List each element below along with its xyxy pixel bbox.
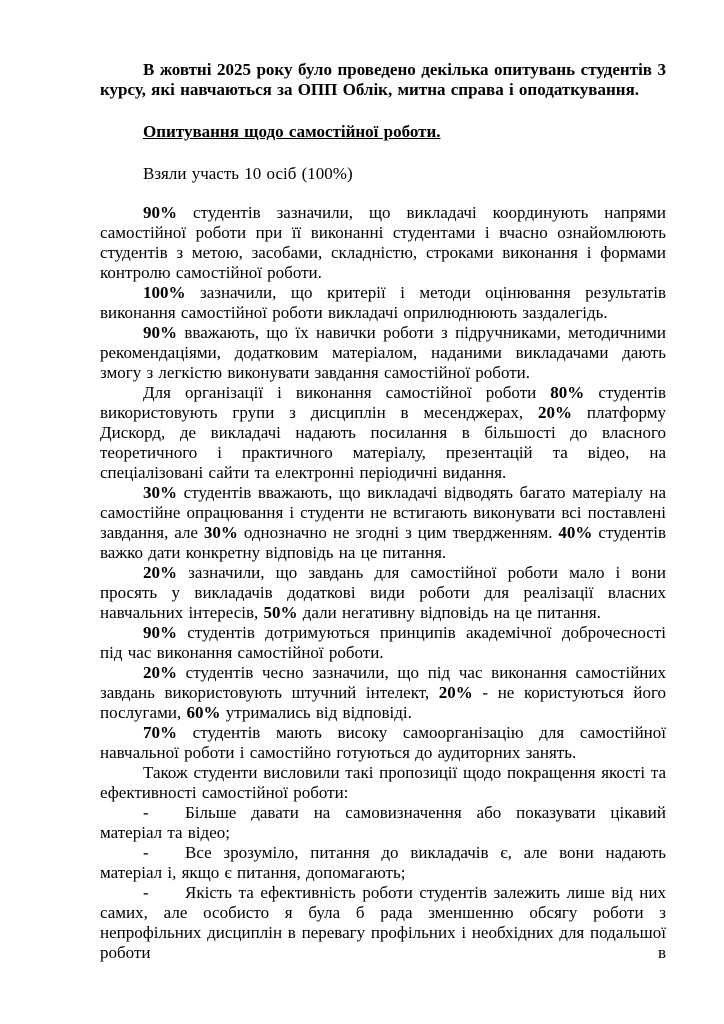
stat-percentage: 30% xyxy=(203,523,238,542)
stat-percentage: 30% xyxy=(143,483,177,502)
para-integrity-90 xyxy=(100,623,666,663)
para-messengers-80-20 xyxy=(100,383,666,483)
text-run: Для організації і виконання самостійної роботи xyxy=(143,383,551,402)
stat-percentage: 50% xyxy=(263,603,298,622)
stat-percentage: 40% xyxy=(558,523,593,542)
text-run: студентів використовують групи з дисциплін в месенджерах, xyxy=(100,383,666,422)
text-run: Більше давати на самовизначення або показувати цікавий матеріал та відео; xyxy=(100,803,666,842)
stat-percentage: 90% xyxy=(143,623,177,642)
text-run: однозначно не згодні з цим твердженням. xyxy=(237,523,559,542)
text-run: студентів дотримуються принципів академічної доброчесності під час виконання самостійної роботи. xyxy=(100,623,666,662)
bullet-proposal-3 xyxy=(100,883,666,963)
stat-percentage: Опитування щодо самостійної роботи. xyxy=(143,122,441,141)
text-run: вважають, що їх навички роботи з підручниками, методичними рекомендаціями, додатковим матеріалом, наданими викладачами дають змогу з легкістю виконувати завдання самостійної роботи. xyxy=(100,323,666,382)
stat-percentage: 20% xyxy=(143,663,177,682)
text-run: студентів важко дати конкретну відповідь на це питання. xyxy=(100,523,666,562)
stat-percentage: 100% xyxy=(143,283,186,302)
text-run: утримались від відповіді. xyxy=(220,703,412,722)
stat-percentage: 90% xyxy=(143,323,177,342)
text-run: - не користуються його послугами, xyxy=(100,683,666,722)
text-run: студентів чесно зазначили, що під час виконання самостійних завдань використовують штучний інтелект, xyxy=(100,663,666,702)
para-proposals-intro xyxy=(100,763,666,803)
text-run: зазначили, що завдань для самостійної роботи мало і вони просять у викладачів додаткові види роботи для реалізації власних навчальних інтересів, xyxy=(100,563,666,622)
stat-percentage: 70% xyxy=(143,723,177,742)
para-self-organization-70 xyxy=(100,723,666,763)
bullet-proposal-1 xyxy=(100,803,666,843)
bullet-dash: - xyxy=(143,803,149,822)
para-coordination-90 xyxy=(100,203,666,283)
stat-percentage: В жовтні 2025 року було проведено декілька опитувань студентів 3 курсу, які навчаються за ОПП Облік, митна справа і оподаткування. xyxy=(100,60,666,99)
stat-percentage: 20% xyxy=(438,683,473,702)
text-run: студентів зазначили, що викладачі координують напрями самостійної роботи при її виконанні студентами і вчасно ознайомлюють студентів з метою, засобами, складністю, строками виконання і формами контролю самостійної роботи. xyxy=(100,203,666,282)
participants-count xyxy=(100,164,666,184)
text-run: Якість та ефективність роботи студентів залежить лише від них самих, але особисто я була б рада зменшенню обсягу роботи з непрофільних дисциплін в перевагу профільних і необхідних для подальшої роботи в xyxy=(100,883,666,962)
text-run: Все зрозуміло, питання до викладачів є, але вони надають матеріал і, якщо є питання, допомагають; xyxy=(100,843,666,882)
para-workload-30-30-40 xyxy=(100,483,666,563)
para-ai-usage-20-20-60 xyxy=(100,663,666,723)
text-run: студентів вважають, що викладачі відводять багато матеріалу на самостійне опрацювання і студенти не встигають виконувати всі поставлені завдання, але xyxy=(100,483,666,542)
text-run: студентів мають високу самоорганізацію для самостійної навчальної роботи і самостійно готуються до аудиторних занять. xyxy=(100,723,666,762)
para-criteria-100 xyxy=(100,283,666,323)
stat-percentage: 60% xyxy=(186,703,221,722)
intro-paragraph xyxy=(100,60,666,100)
text-run: Взяли участь 10 осіб (100%) xyxy=(143,164,353,183)
stat-percentage: 80% xyxy=(550,383,585,402)
para-skills-90 xyxy=(100,323,666,383)
stat-percentage: 90% xyxy=(143,203,177,222)
text-run: зазначили, що критерії і методи оцінювання результатів виконання самостійної роботи викладачі оприлюднюють заздалегідь. xyxy=(100,283,666,322)
survey-title-heading xyxy=(100,122,666,142)
text-run: Також студенти висловили такі пропозиції щодо покращення якості та ефективності самостійної роботи: xyxy=(100,763,666,802)
bullet-proposal-2 xyxy=(100,843,666,883)
para-extra-tasks-20-50 xyxy=(100,563,666,623)
bullet-dash: - xyxy=(143,883,149,902)
text-run: платформу Дискорд, де викладачі надають посилання в більшості до власного теоретичного і практичного матеріалу, презентацій та відео, на спеціалізовані сайти та електронні періодичні видання. xyxy=(100,403,666,482)
stat-percentage: 20% xyxy=(143,563,177,582)
text-run: дали негативну відповідь на це питання. xyxy=(297,603,601,622)
bullet-dash: - xyxy=(143,843,149,862)
stat-percentage: 20% xyxy=(537,403,572,422)
